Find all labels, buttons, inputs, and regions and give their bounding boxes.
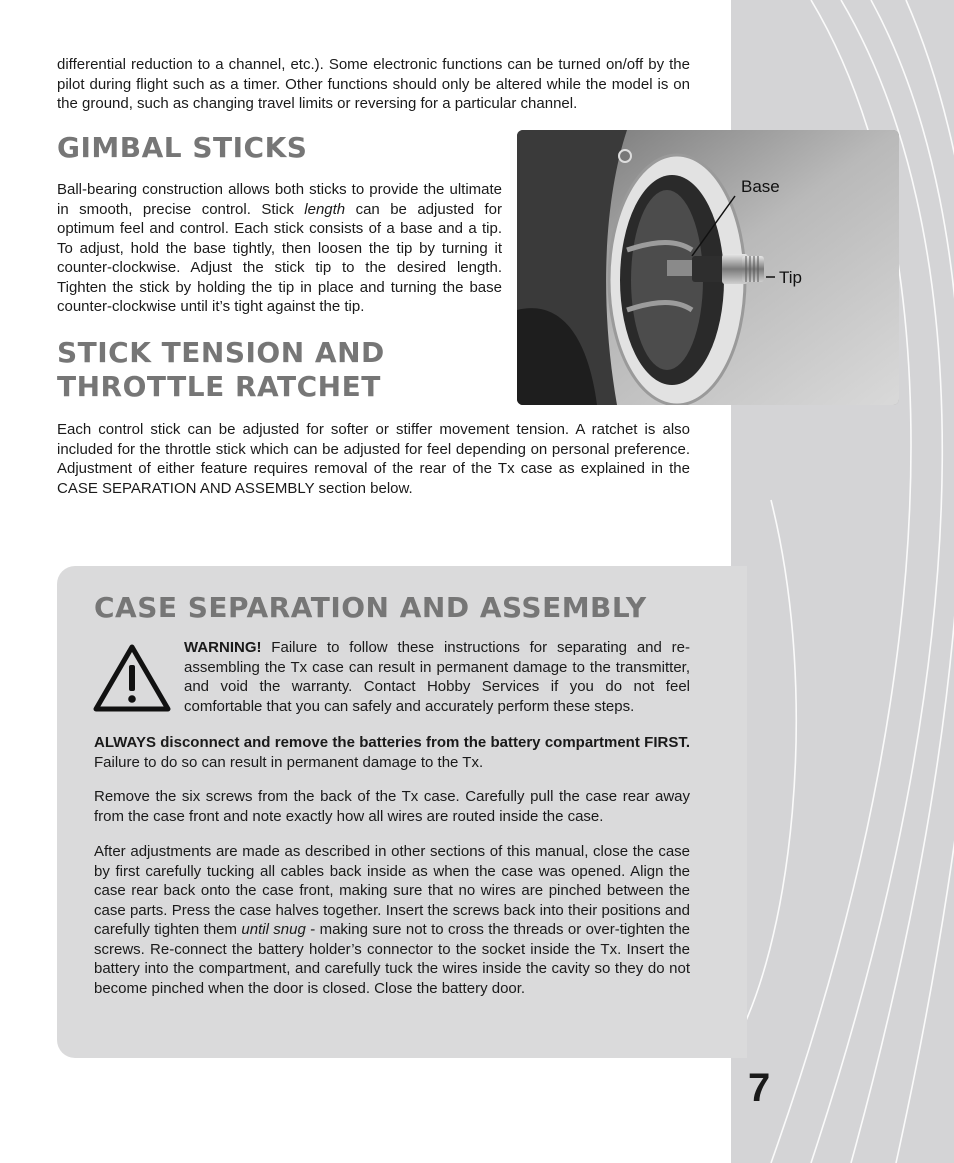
intro-paragraph: differential reduction to a channel, etc.). Some electronic functions can be turned on/off by the pilot during flight such as a timer. Other functions should only be altered while the model is on the ground, such as changing travel limits or reversing for a particular channel. <box>57 56 690 112</box>
remove-screws-paragraph: Remove the six screws from the back of the Tx case. Carefully pull the case rear away from the case front and note exactly how all wires are routed inside the case. <box>94 788 690 825</box>
warning-text: Failure to follow these instructions for separating and re-assembling the Tx case can result in permanent damage to the transmitter, and void the warranty. Contact Hobby Services if you do not feel comfortable that you can safely and accurately perform these steps. <box>184 639 690 715</box>
stick-tension-heading-line1: STICK TENSION AND <box>57 336 385 369</box>
gimbal-text-italic: length <box>304 200 346 218</box>
reassembly-text-italic: until snug <box>241 921 306 938</box>
stick-tension-heading <box>57 336 385 404</box>
always-disconnect-bold: ALWAYS disconnect and remove the batteries from the battery compartment FIRST. <box>94 734 690 751</box>
page-number: 7 <box>748 1066 771 1110</box>
base-label: Base <box>741 177 780 196</box>
gimbal-sticks-heading: GIMBAL STICKS <box>57 131 308 164</box>
reassembly-paragraph <box>94 842 690 998</box>
warning-triangle-icon <box>93 643 171 713</box>
gimbal-stick-photo <box>517 130 899 405</box>
warning-label: WARNING! <box>184 639 262 656</box>
gimbal-text-1: Ball-bearing construction allows both sticks to provide the ultimate in smooth, precise control. Stick <box>57 181 502 218</box>
stick-tension-paragraph: Each control stick can be adjusted for softer or stiffer movement tension. A ratchet is also included for the throttle stick which can be adjusted for feel depending on personal preference. Adjustment of either feature requires removal of the rear of the Tx case as explained in the CASE SEPARATION AND ASSEMBLY section below. <box>57 421 690 497</box>
gimbal-sticks-paragraph <box>57 180 502 317</box>
gimbal-stick-illustration <box>517 130 899 405</box>
always-disconnect-paragraph <box>94 733 690 772</box>
always-disconnect-text: Failure to do so can result in permanent damage to the Tx. <box>94 753 484 771</box>
case-separation-heading: CASE SEPARATION AND ASSEMBLY <box>94 591 647 624</box>
stick-tension-heading-line2: THROTTLE RATCHET <box>57 370 381 403</box>
reassembly-text-1: After adjustments are made as described in other sections of this manual, close the case by first carefully tucking all cables back inside as when the case was opened. Align the case rear back onto the case front, making sure that no wires are pinched between the case parts. Press the case halves together. Insert the screws back into their positions and carefully tighten them <box>94 843 690 938</box>
warning-paragraph <box>184 638 690 716</box>
gimbal-text-2: can be adjusted for optimum feel and control. Each stick consists of a base and a tip. To adjust, hold the base tightly, then loosen the tip by turning it counter-clockwise. Adjust the stick tip to the desired length. Tighten the stick by holding the tip in place and turning the base counter-clockwise until it’s tight against the tip. <box>57 200 502 315</box>
tip-label: Tip <box>779 268 802 287</box>
reassembly-text-2: - making sure not to cross the threads or over-tighten the screws. Re-connect the battery holder’s connector to the socket inside the Tx. Insert the battery into the compartment, and carefully tuck the wires inside the cavity so they do not become pinched when the door is closed. Close the battery door. <box>94 921 691 997</box>
